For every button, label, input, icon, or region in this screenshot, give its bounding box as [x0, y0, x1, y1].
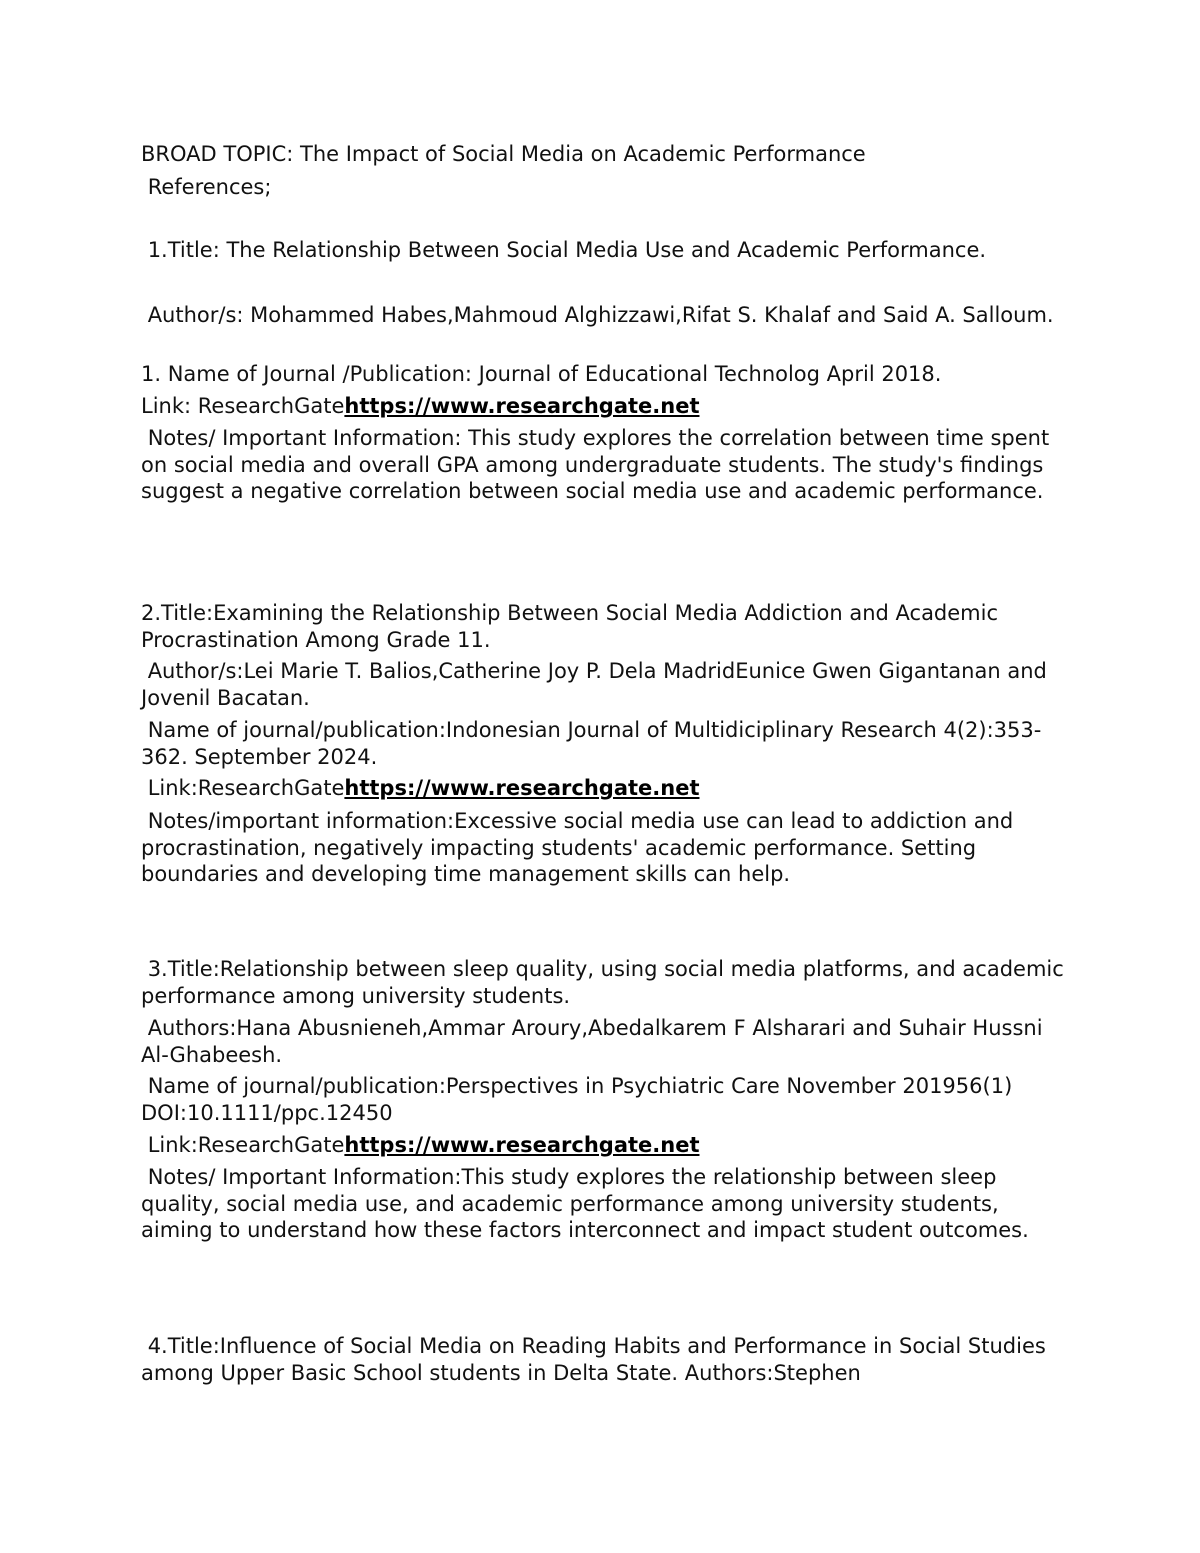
ref-2-link-line: [141, 775, 1071, 802]
ref-1-title: 1.Title: The Relationship Between Social Media Use and Academic Performance.: [141, 238, 987, 262]
ref-2-title: 2.Title:Examining the Relationship Between Social Media Addiction and Academic Procrastination Among Grade 11.: [141, 601, 1005, 652]
ref-3-link[interactable]: https://www.researchgate.net: [344, 1133, 700, 1157]
ref-3-link-prefix: Link:ResearchGate: [141, 1133, 345, 1157]
ref-1-link-line: [141, 393, 1071, 420]
ref-2-notes: Notes/important information:Excessive social media use can lead to addiction and procrastination, negatively impacting students' academic performance. Setting boundaries and developing time management skills can help.: [141, 809, 1020, 886]
ref-1-link-prefix: Link: ResearchGate: [141, 394, 345, 418]
ref-1-link[interactable]: https://www.researchgate.net: [344, 394, 700, 418]
ref-2-link[interactable]: https://www.researchgate.net: [344, 776, 700, 800]
ref-1-notes: Notes/ Important Information: This study explores the correlation between time spent on social media and overall GPA among undergraduate students. The study's findings suggest a negative correlation between social media use and academic performance.: [141, 426, 1056, 503]
ref-3-journal: Name of journal/publication:Perspectives in Psychiatric Care November 201956(1) DOI:10.1111/ppc.12450: [141, 1074, 1019, 1125]
ref-1-journal: 1. Name of Journal /Publication: Journal of Educational Technolog April 2018.: [141, 362, 942, 386]
ref-3-link-line: [141, 1132, 1071, 1159]
ref-1-authors: Author/s: Mohammed Habes,Mahmoud Alghizzawi,Rifat S. Khalaf and Said A. Salloum.: [141, 303, 1054, 327]
references-label: References;: [141, 175, 272, 199]
ref-3-title: 3.Title:Relationship between sleep quality, using social media platforms, and academic performance among university students.: [141, 957, 1071, 1008]
ref-2-journal: Name of journal/publication:Indonesian Journal of Multidiciplinary Research 4(2):353-362. September 2024.: [141, 718, 1042, 769]
ref-2-link-prefix: Link:ResearchGate: [141, 776, 345, 800]
ref-3-authors: Authors:Hana Abusnieneh,Ammar Aroury,Abedalkarem F Alsharari and Suhair Hussni Al-Ghabeesh.: [141, 1016, 1050, 1067]
ref-3-notes: Notes/ Important Information:This study explores the relationship between sleep quality, social media use, and academic performance among university students, aiming to understand how these factors interconnect and impact student outcomes.: [141, 1165, 1029, 1242]
ref-2-authors: Author/s:Lei Marie T. Balios,Catherine Joy P. Dela MadridEunice Gwen Gigantanan and Jovenil Bacatan.: [141, 659, 1054, 710]
ref-4-title: 4.Title:Influence of Social Media on Reading Habits and Performance in Social Studies among Upper Basic School students in Delta State. Authors:Stephen: [141, 1334, 1053, 1385]
broad-topic-heading: BROAD TOPIC: The Impact of Social Media on Academic Performance: [141, 142, 866, 166]
